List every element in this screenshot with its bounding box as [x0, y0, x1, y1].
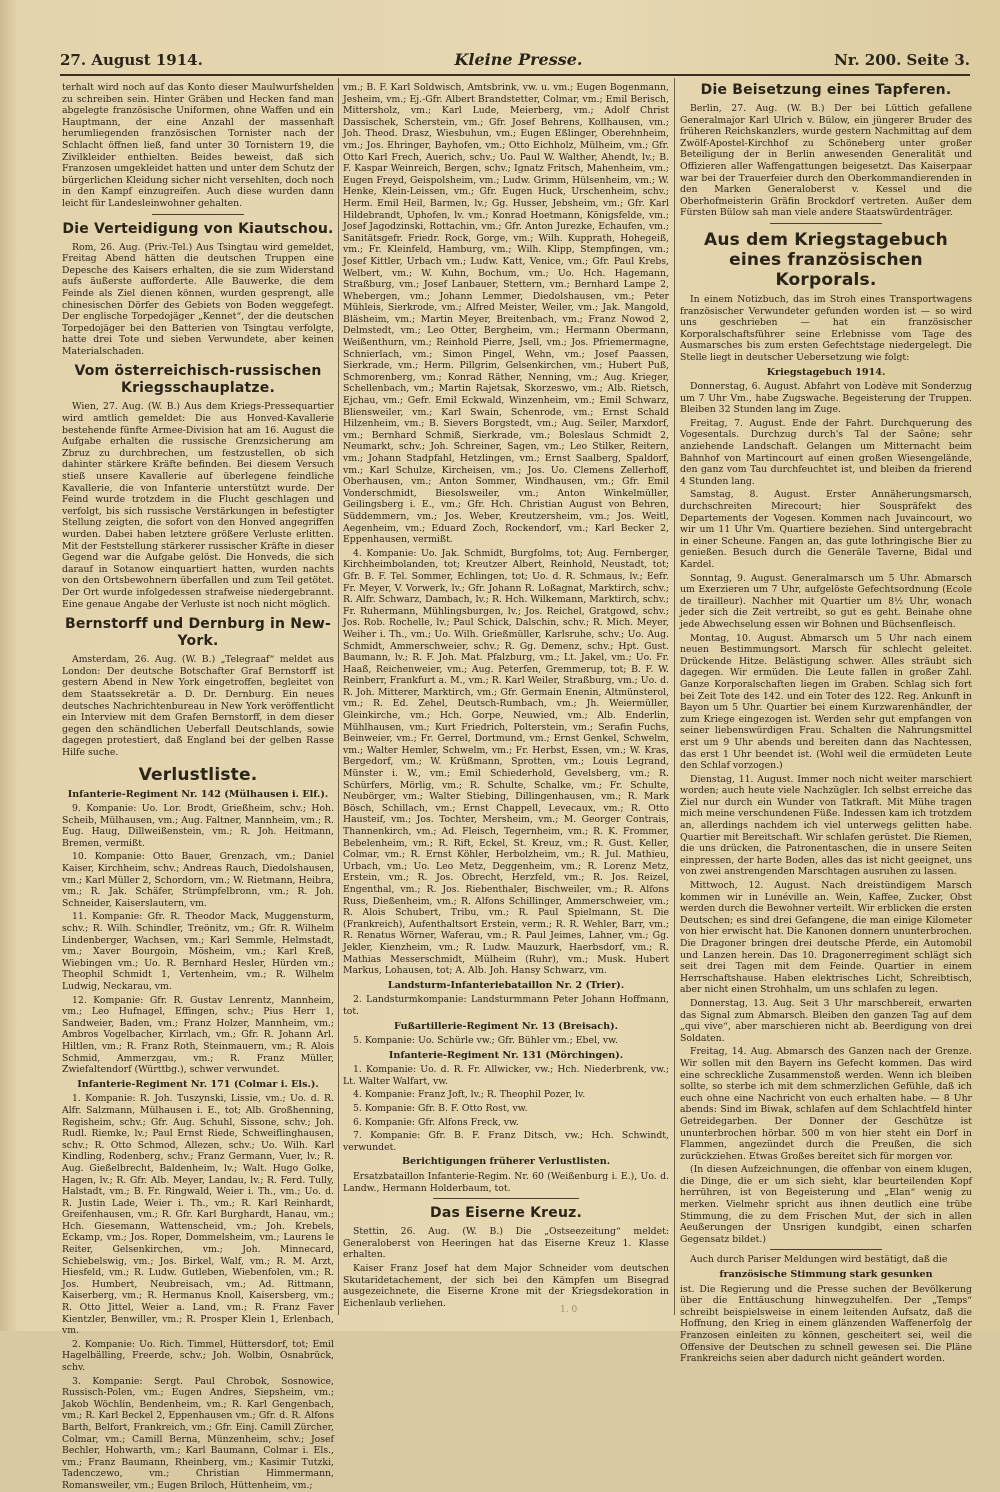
regiment-heading: Fußartillerie-Regiment Nr. 13 (Breisach).	[394, 1020, 618, 1032]
diary-entry: Dienstag, 11. August. Immer noch nicht weiter marschiert worden; auch heute viele Nachzügler. Ich selbst erreiche das Ziel nur durch ein Wunder von Tatkraft. Mit Mühe tragen mich meine verschundenen Füße. Indessen kam ich trotzdem an, allerdings nachdem ich viel unterwegs gelitten habe. Quartier mit Bereitschaft. Wir schlafen gerüstet. Die Riemen, die uns drücken, die Patronentaschen, die in unsere Seiten einpressen, der harte Boden, alles das ist nicht geeignet, uns von zwei anstrengenden Marschtagen ausruhen zu lassen.	[680, 773, 972, 878]
casualty-entry: 2. Landsturmkompanie: Landsturmmann Peter Johann Hoffmann, tot.	[343, 994, 669, 1017]
casualty-entry: 7. Kompanie: Gfr. B. F. Franz Ditsch, vw.; Hch. Schwindt, verwundet.	[343, 1130, 669, 1153]
article-text: Wien, 27. Aug. (W. B.) Aus dem Kriegs-Pressequartier wird amtlich gemeldet: Die aus Honved-Kavallerie bestehende fünfte Armee-Division hat am 16. August die Aufgabe erhalten die russische Grenzsicherung am Zbruz zu durchbrechen, um festzustellen, ob sich dahinter stärkere Kräfte befinden. Bei diesem Versuch stieß unsere Kavallerie auf überlegene feindliche Kavallerie, die von Infanterie unterstützt wurde. Der Feind wurde trotzdem in die Flucht geschlagen und verfolgt, bis sich russische Verstärkungen in befestigter Stellung zeigten, die sofort von den Honved angegriffen wurden. Dabei haben letztere größere Verluste erlitten. Mit der Feststellung stärkerer russischer Kräfte in dieser Gegend war die Aufgabe gelöst. Die Honveds, die sich darauf in Sotanow einquartiert hatten, wurden nachts von den Ortsbewohnern überfallen und zum Teil getötet. Der Ort wurde infolgedessen strafweise niedergebrannt. Eine genaue Angabe der Verluste ist noch nicht möglich.	[62, 401, 334, 610]
issue-date: 27. August 1914.	[60, 51, 203, 69]
casualty-entry: 4. Kompanie: Franz Joft, lv.; R. Theophil Pozer, lv.	[353, 1089, 586, 1101]
casualty-entry: 1. Kompanie: Uo. d. R. Fr. Allwicker, vw.; Hch. Niederbrenk, vw.; Lt. Walter Walfart, vw.	[343, 1064, 669, 1087]
article-text: In einem Notizbuch, das im Stroh eines Transportwagens französischer Verwundeter gefunden worden ist — so wird uns geschrieben — hat ein französischer Korporalschaftsführer seine Erlebnisse vom Tage des Ausmarsches bis zum ersten Gefechtstage niedergelegt. Die Stelle liegt in deutscher Uebersetzung wie folgt:	[680, 293, 972, 363]
article-text: ist. Die Regierung und die Presse suchen der Bevölkerung über die Enttäuschung hinwegzuhelfen. Der „Temps“ schreibt beispielsweise in einem leitenden Aufsatz, daß die Hoffnung, den Krieg in einem glänzenden Waffenerfolg der Franzosen einleiten zu können, gescheitert sei, weil die Offensive der Deutschen zu schnell gewesen sei. Die Pläne Frankreichs seien aber dadurch nicht geändert worden.	[680, 1283, 972, 1365]
column-1	[62, 82, 334, 1491]
diary-entry: Donnerstag, 13. Aug. Seit 3 Uhr marschbereit, erwarten das Signal zum Abmarsch. Bleiben den ganzen Tag auf dem „qui vive“, aber marschieren nicht ab. Beerdigung von drei Soldaten.	[680, 997, 972, 1044]
article-text: Amsterdam, 26. Aug. (W. B.) „Telegraaf“ meldet aus London: Der deutsche Botschafter Graf Bernstorff ist gestern Abend in New York eingetroffen, begleitet von dem Staatssekretär a. D. Dr. Dernburg. Ein neues deutsches Nachrichtenbureau in New York veröffentlicht ein Interview mit dem Grafen Bernstorff, in dem dieser gegen den schändlichen Ueberfall Deutschlands, sowie dagegen protestiert, daß England bei der gelben Rasse Hilfe suche.	[62, 654, 334, 758]
regiment-heading: Infanterie-Regiment Nr. 142 (Mülhausen i. Elf.).	[67, 788, 329, 800]
casualty-entry: vm.; B. F. Karl Soldwisch, Amtsbrink, vw. u. vm.; Eugen Bogenmann, Jesheim, vm.; Ej.-Gfr. Albert Brandstetter, Colmar, vm.; Emil Berisch, Mittersholz, vm.; Karl Lude, Meierberg, vm.; Adolf Christ Dassischek, Scherstein, vm.; Gfr. Josef Behrens, Kollhausen, vm.; Joh. Theod. Drasz, Wiesbuhun, vm.; Eugen Eßlinger, Oberehnheim, vm.; Jos. Ehringer, Bayhofen, vm.; Otto Eichholz, Mülheim, vm.; Gfr. Otto Karl Frech, Auerich, schv.; Uo. Paul W. Walther, Ahendt, lv.; B. F. Kaspar Weinreich, Bergen, schv.; Ignatz Fritsch, Mahenheim, vm.; Eugen Freyd, Geispolsheim, vm.; Ludw. Grimm, Hülsenheim, vm.; W. Henke, Klein-Leissen, vm.; Gfr. Eugen Huck, Urschenheim, schv.; Herm. Emil Heil, Barmen, lv.; Gg. Husser, Jebsheim, vm.; Gfr. Karl Hildebrandt, Uphofen, lv. vm.; Konrad Hoetmann, Königsfelde, vm.; Josef Jagodzinski, Rottachin, vm.; Gfr. Anton Jurezke, Echaufen, vm.; Sanitätsgefr. Friedr. Rock, Gorge, vm.; Wilh. Kupprath, Hohegeiß, vm.; Fr. Kleinfeld, Hamburg, vm.; Wilh. Klipp, Stempfingen, vm.; Josef Kittler, Urbach vm.; Ludw. Katt, Venice, vm.; Gfr. Paul Krebs, Welbert, vm.; W. Kuhn, Bochum, vm.; Uo. Hch. Hagemann, Straßburg, vm.; Josef Lanbauer, Stettern, vm.; Bernhard Lampe 2, Whebergen, vm.; Johann Lemmer, Diedolshausen, vm.; Peter Mühleis, Sierkrode, vm.; Alfred Meister, Weiler, vm.; Jak. Mangold, Bläsheim, vm.; Martin Meyer, Breitenbach, vm.; Franz Nowod 2, Delmstedt, vm.; Leo Otter, Bergheim, vm.; Hermann Obermann, Weißenthurn, vm.; Reinhold Pierre, Jsell, vm.; Jos. Pfriemermagne, Schnierlach, vm.; Simon Pingel, Wehn, vm.; Josef Paassen, Sierkrade, vm.; Herm. Pillgrim, Gelsenkirchen, vm.; Hubert Puß, Schmorenberg, vm.; Konrad Räther, Nenning, vm.; Aug. Krieger, Schellenbach, vm.; Martin Rajetsak, Skorzeswo, vm.; Alb. Rietsch, Ejchau, vm.; Gefr. Emil Eckwald, Winzenheim, vm.; Emil Schwarz, Bliensweiler, vm.; Karl Swain, Schenrode, vm.; Ernst Schald Hilzenheim, vm.; B. Sievers Borgstedt, vm.; Aug. Seiler, Marxdorf, vm.; Bernhard Schmiß, Sierkrade, vm.; Boleslaus Schmidt 2, Neumarkt, schv.; Joh. Schreiner, Sagen, vm.; Leo Stilker, Reitern, vm.; Johann Stadpfahl, Hetzlingen, vm.; Ernst Saalberg, Spaldorf, vm.; Karl Schulze, Kircheisen, vm.; Jos. Uo. Clemens Zellerhoff, Oberhausen, vm.; Anton Sommer, Windhausen, vm.; Gfr. Emil Vonderschmidt, Biesolsweiler, vm.; Anton Winkelmüller, Geilingsberg i. E., vm.; Gfr. Hch. Christian August von Behren, Süddemmern, vm.; Jos. Weber, Kreutzersheim, vm.; Jos. Weitl, Aegenheim, vm.; Eduard Zoch, Rockendorf, vm.; Karl Becker 2, Eppenhausen, vermißt.	[343, 82, 669, 546]
article-text: Rom, 26. Aug. (Priv.-Tel.) Aus Tsingtau wird gemeldet, Freitag Abend hätten die deutschen Truppen eine Depesche des Kaisers erhalten, die sie zum Widerstand aufs äußerste aufforderte. Alle Bauwerke, die dem Feinde als Ziel dienen können, wurden gesprengt, alle chinesischen Dörfer des Gebiets von Boden weggefegt. Der englische Torpedojäger „Kennet“, der die deutschen Torpedojäger bei den Batterien von Tsingtau verfolgte, hatte drei Tote und sieben Verwundete, aber keinen Materialschaden.	[62, 241, 334, 357]
column-divider	[338, 78, 339, 1315]
regiment-heading: Infanterie-Regiment Nr. 131 (Mörchingen).	[388, 1049, 624, 1061]
corrections-heading: Berichtigungen früherer Verlustlisten.	[401, 1156, 611, 1168]
article-text: Kaiser Franz Josef hat dem Major Schneider vom deutschen Skutaridetachement, der sich bei den Kämpfen um Bisegrad ausgezeichnete, die Eiserne Krone mit der Kriegsdekoration in Eichenlaub verliehen.	[343, 1263, 669, 1309]
casualty-entry: 9. Kompanie: Uo. Lor. Brodt, Grießheim, schv.; Hoh. Scheib, Mülhausen, vm.; Aug. Faltner, Mannheim, vm.; R. Eug. Haug, Dillweißenstein, vm.; R. Joh. Heitmann, Bremen, vermißt.	[62, 803, 334, 849]
diary-heading: Kriegstagebuch 1914.	[766, 366, 886, 378]
casualty-entry: Ersatzbataillon Infanterie-Regim. Nr. 60 (Weißenburg i. E.), Uo. d. Landw., Hermann Holderbaum, tot.	[343, 1171, 669, 1194]
casualty-entry: 5. Kompanie: Gfr. B. F. Otto Rost, vw.	[353, 1103, 528, 1115]
article-text: terhalt wird noch auf das Konto dieser Maulwurfshelden zu schreiben sein. Hinter Gräben und Hecken fand man abgelegte französische Uniformen, ohne Waffen und ein Hauptmann, der eine Anzahl der massenhaft herumliegenden französischen Tornister nach der Schlacht öffnen ließ, fand unter 30 Tornistern 19, die Zivilkleider enthielten. Beides beweist, daß sich Franzosen umgekleidet hatten und unter dem Schutz der bürgerlichen Kleidung sicher nicht versehlten, doch noch in den Kampf einzugreifen. Auch diese wurden dann leicht für Landesleinwohner gehalten.	[62, 82, 334, 209]
casualty-entry: 12. Kompanie: Gfr. R. Gustav Lenrentz, Mannheim, vm.; Leo Hufnagel, Effingen, schv.; Pius Herr 1, Sandweier, Baden, vm.; Franz Holzer, Mannheim, vm.; Ambros Vogelbacher, Kirrlach, vm.; Gfr. R. Johann Arl. Hiltlen, vm.; R. Franz Roth, Steinmauern, vm.; R. Alois Schmid, Ammerzgau, vm.; R. Franz Müller, Zwiefaltendorf (Württbg.), schwer verwundet.	[62, 994, 334, 1076]
casualty-entry: 3. Kompanie: Sergt. Paul Chrobok, Sosnowice, Russisch-Polen, vm.; Eugen Andres, Siepsheim, vm.; Jakob Wöchlin, Bendenheim, vm.; R. Karl Gengenbach, vm.; R. Karl Beckel 2, Eppenhausen vm.; Gfr. d. R. Alfons Barth, Belfort, Frankreich, vm.; Gfr. Einj. Camill Zürcher, Colmar, vm.; Camill Berna, Münzenheim, schv.; Josef Bechler, Hohwarth, vm.; Karl Baumann, Colmar i. Els., vm.; Franz Baumann, Rheinberg, vm.; Kasimir Tutzki, Tadenczewo, vm.; Christian Himmermann, Romansweiler, vm.; Eugen Briloch, Hüttenheim, vm.;	[62, 1375, 334, 1491]
casualty-entry: 10. Kompanie: Otto Bauer, Grenzach, vm.; Daniel Kaiser, Kirchheim, schv.; Andreas Rauch, Diedolshausen, vm.; Karl Müller 2, Schordorn, vm.; W. Rietmann, Heibra, vm.; R. Jak. Schäfer, Strümpfelbronn, vm.; R. Joh. Schneider, Kaiserslautern, vm.	[62, 851, 334, 909]
headline-kriegsschauplatz: Vom österreichisch-russischen Kriegsschauplatze.	[74, 363, 322, 397]
headline-verlustliste: Verlustliste.	[138, 764, 258, 785]
casualty-entry: 1. Kompanie: R. Joh. Tuszynski, Lissie, vm.; Uo. d. R. Alfr. Salzmann, Mülhausen i. E., tot; Alb. Großhenning, Regisheim, schv.; Gfr. Aug. Schuhl, Sissone, schv.; Joh. Rudl. Riemke, lv.; Paul Ernst Riede, Schweiflinghausen, schv.; R. Otto Schmod, Allezen, schv.; Uo. Wilh. Karl Kindling, Rodenberg, schv.; Franz Germann, Vuer, lv.; R. Aug. Gießelbrecht, Baldenheim, lv.; Walt. Hugo Golke, Hagen, lv.; R. Gfr. Alb. Meyer, Landau, lv.; R. Ferd. Tully, Halstadt, vm.; B. Fr. Ringwald, Weier i. Th., vm.; Uo. d. R. Justin Lade, Weier i. Th., vm.; R. Karl Reinhardt, Greifenhausen, vm.; R. Gfr. Karl Burghardt, Hanau, vm.; Hch. Giesemann, Wattenscheid, vm.; Joh. Krebels, Eckamp, vm.; Jos. Roper, Dommelsheim, vm.; Laurens le Reiter, Gelsenkirchen, vm.; Joh. Minnecard, Schiebelswig, vm.; Jos. Birkel, Walf, vm.; R. M. Arzt, Hiesfeld, vm.; R. Ludw. Gutleben, Wiebenfolen, vm.; R. Jos. Humbert, Neubreisach, vm.; Ad. Rittmann, Kaiserberg, vm.; R. Hermanus Knoll, Kaisersberg, vm.; R. Otto Jittel, Weier a. Land, vm.; R. Franz Faver Kientzler, Benwiller, vm.; R. Prosper Klein 1, Erlenbach, vm.	[62, 1093, 334, 1337]
diary-entry: Samstag, 8. August. Erster Annäherungsmarsch, durchschreiten Mirecourt; hier Souspräfekt des Departements der Vogesen. Kommen nach Juvaincourt, wo wir um 11 Uhr Vm. Quartiere beziehen. Sind untergebracht in einer Scheune. Fangen an, das gute lothringische Bier zu genießen. Besuch durch die Generäle Taverne, Bidal und Kardel.	[680, 489, 972, 570]
diary-entry: Mittwoch, 12. August. Nach dreistündigem Marsch kommen wir in Lunéville an. Wein, Kaffee, Zucker, Obst werden durch die Bewohner verteilt. Wir erblicken die ersten Deutschen; es sind drei Gefangene, die man einige Kilometer von hier erwischt hat. Die Kanonen donnern ununterbrochen. Die Dragoner bringen drei deutsche Pferde, ein Automobil und Lanzen herein. Das 10. Dragonerregiment schlägt sich seit drei Tagen mit dem Feinde. Quartier in einem Herrschaftshause. Haben elektrisches Licht, Schreibtisch, aber nicht einen Strohhalm, um uns schlafen zu legen.	[680, 880, 972, 996]
casualty-entry: 11. Kompanie: Gfr. R. Theodor Mack, Muggensturm, schv.; R. Wilh. Schindler, Treönitz, vm.; Gfr. R. Wilhelm Lindenberger, Wachsen, vm.; Karl Semmle, Helmstadt, vm.; Xaver Bourgoin, Mösheim, vm.; Karl Kreß, Wiebingen vm.; Uo. R. Bernhard Hesler, Hürden vm.; Theophil Schmidt 1, Vertenheim, vm.; R. Wilhelm Ludwig, Neckarau, vm.	[62, 911, 334, 992]
casualty-entry: 2. Kompanie: Uo. Rich. Timmel, Hüttersdorf, tot; Emil Hagelbälling, Freerde, schv.; Joh. Wolbin, Osnabrück, schv.	[62, 1338, 334, 1373]
column-2	[343, 82, 669, 1317]
diary-entry: Freitag, 7. August. Ende der Fahrt. Durchquerung des Vogesentals. Durchzug durch's Tal der Saône; sehr anziehende Landschaft. Gelangen um Mitternacht beim Bahnhof von Martincourt auf einen großen Wiesengelände, den ganz vom Tau durchfeuchtet ist, und bleiben da frierend 4 Stunden lang.	[680, 417, 972, 487]
headline-bernstorff: Bernstorff und Dernburg in New-York.	[64, 616, 332, 650]
separator	[770, 1249, 882, 1250]
article-text: Stettin, 26. Aug. (W. B.) Die „Ostseezeitung“ meldet: Generaloberst von Heeringen hat das Eiserne Kreuz 1. Klasse erhalten.	[343, 1226, 669, 1261]
inline-heading: französische Stimmung stark gesunken	[719, 1269, 933, 1281]
diary-entry: Sonntag, 9. August. Generalmarsch um 5 Uhr. Abmarsch um Exerzieren um 7 Uhr, aufgelöste Gefechtsordnung (Ecole de tirailleur). Nachher mit Quartier um 8½ Uhr, wonach jeder sich die Zeit vertreibt, so gut es geht. Beinahe ohne jede Abwechselung essen wir Bohnen und Büchsenfleisch.	[680, 572, 972, 630]
diary-entry: Donnerstag, 6. August. Abfahrt von Lodève mit Sonderzug um 7 Uhr Vm., habe Zugswache. Begeisterung der Truppen. Bleiben 32 Stunden lang im Zuge.	[680, 381, 972, 416]
separator	[152, 214, 244, 215]
issue-number: Nr. 200. Seite 3.	[834, 51, 970, 69]
casualty-entry: 4. Kompanie: Uo. Jak. Schmidt, Burgfolms, tot; Aug. Fernberger, Kirchheimbolanden, tot; Kreutzer Albert, Reinhold, Neustadt, tot; Gfr. B. F. Tel. Sommer, Echlingen, tot; Uo. d. R. Schmaus, lv.; Eefr. Fr. Meyer, V. Vorwerk, lv.; Gfr. Johann R. Loßagnat, Marktirch, schv.; R. Alfr. Schwarz, Dambach, lv.; R. Hch. Wilkemann, Marktirch, schv.; Fr. Ruhermann, Mühlingsburgen, lv.; Jos. Reichel, Gratgowd, schv.; Jos. Rob. Rochelle, lv.; Paul Schick, Dalschin, schv.; R. Mich. Meyer, Weiher i. Th., vm.; Uo. Wilh. Grießmüller, Karlsruhe, schv.; Uo. Aug. Schmidt, Ammerschweier, schv.; R. Gg. Demenz, schv.; Hpt. Gust. Baumann, lv.; R. F. Joh. Mat. Pfalzburg, vm.; Lt. Jakel, vm.; Uo. Fr. Haaß, Reichenweier, vm.; Aug. Peterfen, Gremmerup, tot; B. F. W. Reinberr, Frankfurt a. M., vm.; R. Karl Weiler, Straßburg, vm.; Uo. d. R. Joh. Mitterer, Marktirch, vm.; Gfr. Germain Enenin, Altmünsterol, vm.; R. Ed. Zehel, Deutsch-Rumbach, vm.; Jh. Weiermüller, Gleinkirche, vm.; Hch. Gorpe, Neuwied, vm.; Alb. Enderlin, Mühlhausen, vm.; Kurt Friedrich, Polterstein, vm.; Serafin Fuchs, Beinweier, vm.; Fr. Gerrel, Dortmund, vm.; Ernst Genkel, Schwelm, vm.; Walter Hemler, Schwelm, vm.; Fr. Herbst, Essen, vm.; W. Kras, Bergedorf, vm.; W. Krüßmann, Sprotten, vm.; Louis Legrand, Münster i. W., vm.; Emil Schiederhold, Gevelsberg, vm.; R. Schürfers, Mörlig, vm.; R. Schulte, Schalke, vm.; Fr. Schulte, Neubörger, vm.; Walter Stiebing, Dillingenhausen, vm.; R. Mark Bösch, Schillach, vm.; Ernst Chappell, Levecaux, vm.; R. Otto Hausteif, vm.; Jos. Tochter, Mersheim, vm.; M. Georger Contrais, Thannenkirch, vm.; Ad. Fleisch, Tegernheim, vm.; R. K. Frommer, Bebelenheim, vm.; R. Rift, Eckel, St. Kreuz, vm.; R. Gust. Keller, Colmar, vm.; R. Ernst Köhler, Herbolzheim, vm.; R. Jul. Mathieu, Urbach, vm.; Uo. Leo Metz, Deggenheim, vm.; R. Lorenz Metz, Erstein, vm.; R. Jos. Obrecht, Herzfeld, vm.; R. Jos. Reizel, Engenthal, vm.; R. Jos. Riebenthaler, Bischweiler, vm.; R. Alfons Russ, Dießenheim, vm.; R. Alfons Schillinger, Ammerschweier, vm.; R. Alois Schubert, Tribu, vm.; R. Paul Spielmann, St. Die (Frankreich), Aufenthaltsort Erstein, verm.; R. R. Wehler, Barr, vm.; R. Renatus Wörner, Waferau, vm.; R. Paul Jeimes, Lahner, vm.; Gg. Jekler, Kienzheim, vm.; R. Ludw. Mauzurk, Haerbsdorf, vm.; R. Mathias Messerschmidt, Mülheim (Ruhr), vm.; Musk. Hubert Markus, Lohausen, tot; A. Alb. Joh. Hansy Schwarz, vm.	[343, 547, 669, 977]
column-divider	[674, 78, 675, 1315]
casualty-entry: 6. Kompanie: Gfr. Alfons Freck, vw.	[353, 1116, 519, 1128]
diary-entry: Freitag, 14. Aug. Abmarsch des Ganzen nach der Grenze. Wir sollen mit den Bayern ins Gefecht kommen. Das wird eine schreckliche Zusammenstoß werden. Wenn ich bleiben sollte, so sterbe ich mit dem schmerzlichen Gefühle, daß ich euch ohne eine Nachricht von euch erhalten habe. — 8 Uhr abends: Sind im Biwak, schlafen auf dem Schlachtfeld hinter Getreidegarben. Der Donner der Geschütze ist ununterbrochen hörbar. 500 m von hier steht ein Dorf in Flammen, angezündet durch die Preußen, die sich zurückziehen. Etwas Großes bereitet sich für morgen vor.	[680, 1046, 972, 1162]
headline-kiautschou: Die Verteidigung von Kiautschou.	[62, 220, 334, 237]
regiment-heading: Infanterie-Regiment Nr. 171 (Colmar i. Els.).	[77, 1078, 319, 1090]
article-text: Berlin, 27. Aug. (W. B.) Der bei Lüttich gefallene Generalmajor Karl Ulrich v. Bülow, ein jüngerer Bruder des früheren Reichskanzlers, wurde gestern Nachmittag auf dem Zwölf-Apostel-Kirchhof zu Schöneberg unter großer Beteiligung der in Berlin anwesenden Generalität und Offizieren aller Waffengattungen beigesetzt. Das Kaiserpaar war bei der Trauerfeier durch den Oberkommandierenden in den Marken Generaloberst v. Kessel und die Oberhofmeisterin Gräfin Brockdorf vertreten. Außer dem Fürsten Bülow sah man viele andere Staatswürdenträger.	[680, 103, 972, 219]
separator	[433, 1198, 579, 1199]
headline-beisetzung: Die Beisetzung eines Tapferen.	[700, 82, 952, 98]
newspaper-title: Kleine Presse.	[454, 50, 583, 69]
headline-kriegstagebuch: Aus dem Kriegstagebuch eines französischen Korporals.	[704, 229, 948, 290]
headline-eisernes-kreuz: Das Eiserne Kreuz.	[430, 1205, 582, 1222]
separator	[770, 223, 882, 224]
regiment-heading: Landsturm-Infanteriebataillon Nr. 2 (Trier).	[387, 979, 625, 991]
editorial-note: (In diesen Aufzeichnungen, die offenbar von einem klugen, die Dinge, die er um sich sieht, klar beurteilenden Kopf herrühren, ist von Begeisterung und „Elan“ wenig zu merken. Vielmehr spricht aus ihnen deutlich eine trübe Stimmung, die zu dem Frischen Mut, der sich in allen Aeußerungen der Unsrigen kundgibt, einen scharfen Gegensatz bildet.)	[680, 1164, 972, 1245]
diary-entry: Montag, 10. August. Abmarsch um 5 Uhr nach einem neuen Bestimmungsort. Marsch für schlecht geleitet. Drückende Hitze. Belästigung schwer. Alles sträubt sich dagegen. Wir ermüden. Die Leute fallen in großer Zahl. Ganze Korporalschaften liegen im Graben. Schlag sich fort bei Zeit Tote des 142. und ein Toter des 122. Reg. Ankunft in Bayon um 5 Uhr. Quartier bei einem Kurzwarenhändler, der zum Kriege eingezogen ist. Werden sehr gut empfangen von seiner liebenswürdigen Frau. Schalten die Nahrungsmittel erst um 9 Uhr abends und bereiten dann das Nachtessen, das erst 1 Uhr beendet ist. (Wohl weil die ermüdeten Leute den Schlaf vorzogen.)	[680, 632, 972, 772]
masthead	[60, 50, 970, 76]
column-3	[680, 82, 972, 1365]
article-text: Auch durch Pariser Meldungen wird bestätigt, daß die	[690, 1254, 948, 1266]
casualty-entry: 5. Kompanie: Uo. Schürle vw.; Gfr. Bühler vm.; Ebel, vw.	[353, 1035, 618, 1047]
pencil-mark: 1. 0	[560, 1305, 578, 1315]
